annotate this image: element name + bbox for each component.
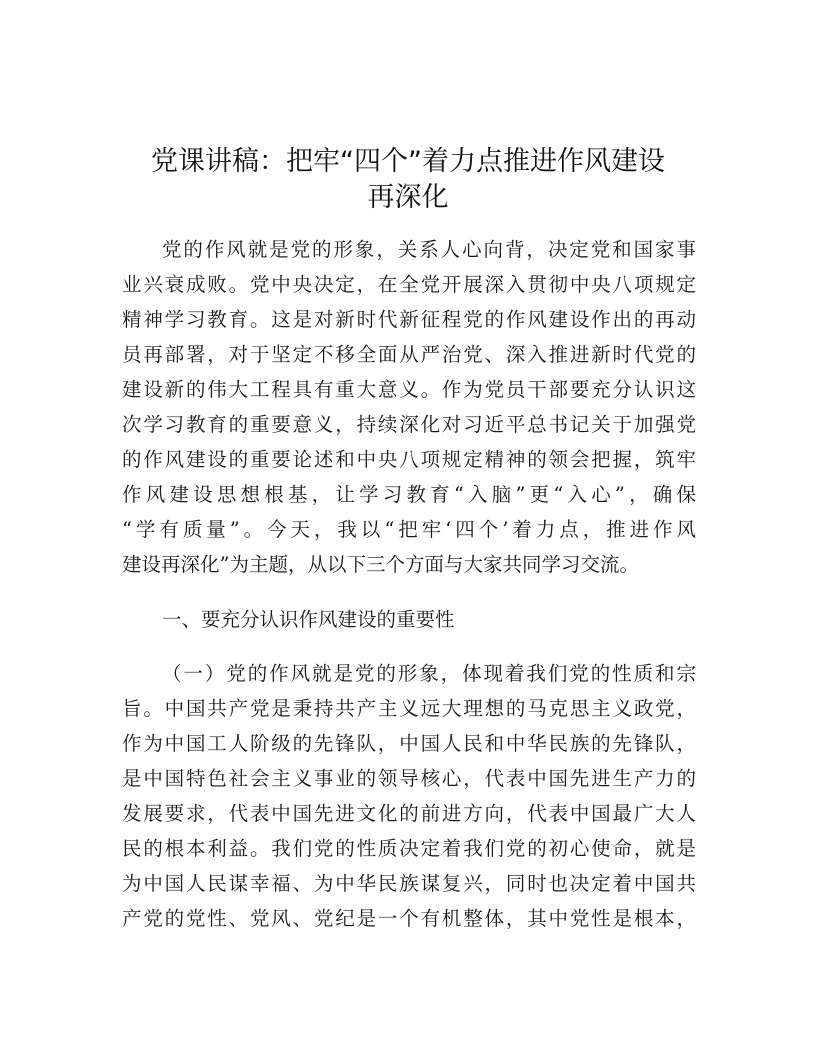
document-title-line-1: 党课讲稿：把牢“四个”着力点推进作风建设 bbox=[151, 146, 665, 177]
paragraph-1-line: 员再部署，对于坚定不移全面从严治党、深入推进新时代党的 bbox=[122, 343, 696, 366]
paragraph-1-line: 作风建设思想根基，让学习教育“入脑”更“入心”，确保 bbox=[122, 483, 696, 506]
paragraph-2-line: 旨。中国共产党是秉持共产主义远大理想的马克思主义政党， bbox=[122, 697, 696, 720]
paragraph-1-line: 建设新的伟大工程具有重大意义。作为党员干部要充分认识这 bbox=[122, 378, 696, 401]
paragraph-1-line: 精神学习教育。这是对新时代新征程党的作风建设作出的再动 bbox=[122, 308, 696, 331]
paragraph-1-line: 业兴衰成败。党中央决定，在全党开展深入贯彻中央八项规定 bbox=[122, 273, 696, 296]
document-title-line-2: 再深化 bbox=[367, 182, 449, 213]
paragraph-1-line: 党的作风就是党的形象，关系人心向背，决定党和国家事 bbox=[162, 238, 696, 261]
paragraph-1-line: 次学习教育的重要意义，持续深化对习近平总书记关于加强党 bbox=[122, 413, 696, 436]
paragraph-2-line: 发展要求，代表中国先进文化的前进方向，代表中国最广大人 bbox=[122, 802, 696, 825]
paragraph-2-line: 作为中国工人阶级的先锋队，中国人民和中华民族的先锋队， bbox=[122, 732, 696, 755]
paragraph-2-line: 产党的党性、党风、党纪是一个有机整体，其中党性是根本， bbox=[122, 907, 696, 930]
section-heading-1: 一、要充分认识作风建设的重要性 bbox=[162, 608, 455, 631]
paragraph-1-line: “学有质量”。今天，我以“把牢‘四个’着力点，推进作风 bbox=[122, 518, 696, 541]
paragraph-1-line: 建设再深化”为主题，从以下三个方面与大家共同学习交流。 bbox=[122, 553, 639, 576]
paragraph-2-line: （一）党的作风就是党的形象，体现着我们党的性质和宗 bbox=[162, 662, 696, 685]
paragraph-1-line: 的作风建设的重要论述和中央八项规定精神的领会把握，筑牢 bbox=[122, 448, 696, 471]
paragraph-2-line: 是中国特色社会主义事业的领导核心，代表中国先进生产力的 bbox=[122, 767, 696, 790]
paragraph-2-line: 为中国人民谋幸福、为中华民族谋复兴，同时也决定着中国共 bbox=[122, 872, 696, 895]
paragraph-2-line: 民的根本利益。我们党的性质决定着我们党的初心使命，就是 bbox=[122, 837, 696, 860]
